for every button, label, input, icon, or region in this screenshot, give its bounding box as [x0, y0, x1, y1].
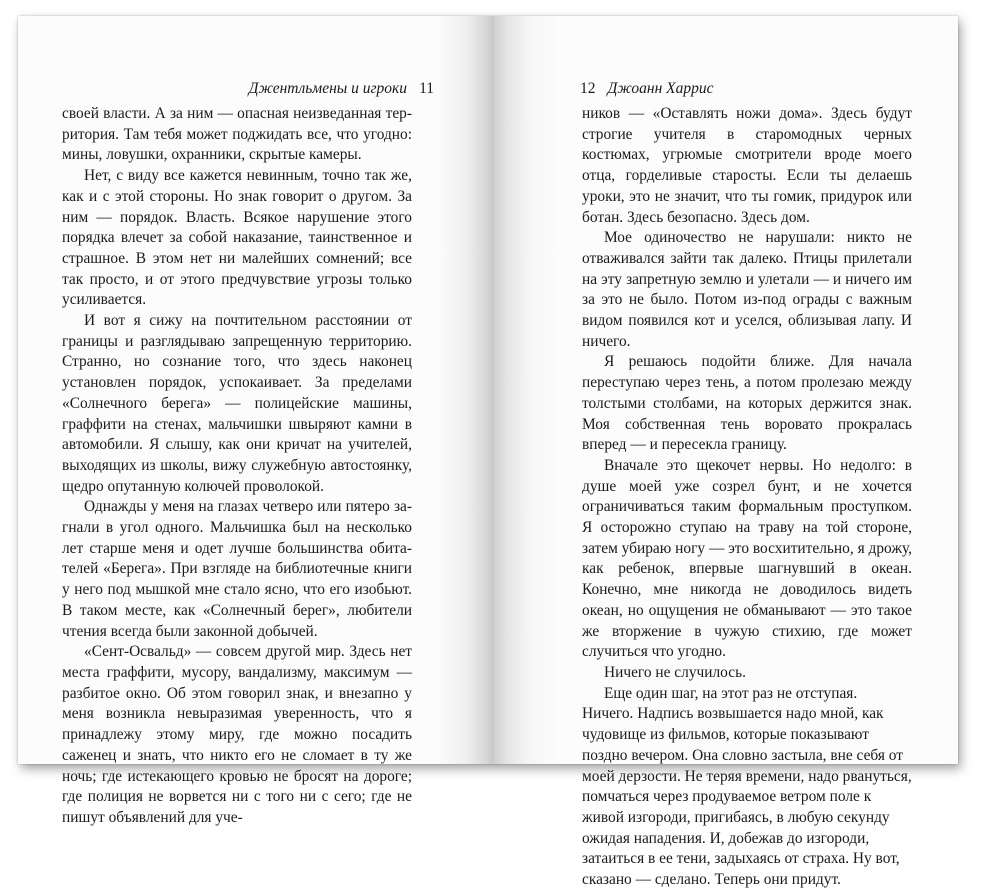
- paragraph: ников — «Оставлять ножи дома». Здесь будут строгие учителя в старомодных черных костюмах, угрюмые смотрители вроде моего отца, горделивые старосты. Если ты делаешь уроки, это не значит, что ты гомик, придурок или ботан. Здесь безопасно. Здесь дом.: [582, 105, 912, 226]
- left-page-number: 11: [419, 80, 434, 97]
- paragraph: И вот я сижу на почтительном расстоянии от границы и разглядываю запрещенную территорию. Странно, но сознание того, что здесь наконец установлен порядок, успокаивает. За пределами «Солнечного берега» — полицейские машины, граффити на стенах, мальчишки швыряют камни в автомобили. Я слышу, как они кричат на учителей, выходящих из школы, вижу служебную автостоянку, щедро опутанную колючей проволокой.: [62, 312, 412, 495]
- paragraph: Нет, с виду все кажется невинным, точно так же, как и с этой стороны. Но знак говорит о другом. За ним — порядок. Власть. Всякое нарушение этого порядка влечет за собой наказание, таинственное и страшное. В этом нет ни малейших сомнений; все так просто, и от этого предчувствие угрозы только усиливается.: [62, 167, 412, 309]
- paragraph: Еще один шаг, на этот раз не отступая. Ничего. Надпись возвышается надо мной, как чудовище из фильмов, которые показывают поздно вечером. Она словно застыла, вне себя от моей дерзости. Не теряя времени, надо рвануться, помчаться через продуваемое ветром поле к живой изгороди, пригибаясь, в любую секунду ожидая нападения. И, добежав до изгороди, затаиться в ее тени, задыхаясь от страха. Ну вот, сказано — сделано. Теперь они придут.: [582, 684, 912, 889]
- left-page-text: [62, 104, 412, 829]
- paragraph: «Сент-Освальд» — совсем другой мир. Здесь нет места граффити, мусору, вандализму, максимум — разбитое окно. Об этом говорил знак, и внезапно у меня возникла невыразимая уверенность, что я принадлежу этому миру, где можно посадить саженец и знать, что никто его не сломает в ту же ночь; где истекающего кровью не бросят на дороге; где полиция не ворвется ни с того ни с сего; где не пишут объявлений для уче-: [62, 643, 412, 826]
- paragraph: Ничего не случилось.: [604, 663, 746, 681]
- left-running-header: [249, 80, 434, 98]
- right-running-header: [580, 80, 714, 98]
- right-page: [494, 16, 958, 889]
- left-page: [18, 16, 494, 826]
- paragraph: Однажды у меня на глазах четверо или пятеро загнали в угол одного. Мальчишка был на несколько лет старше меня и одет лучше большинства обитателей «Берега». При взгляде на библиотечные книги у него под мышкой мне стало ясно, что его изобьют. В таком месте, как «Солнечный берег», любители чтения всегда были законной добычей.: [62, 498, 412, 640]
- paragraph: Мое одиночество не нарушали: никто не отваживался зайти так далеко. Птицы прилетали на эту запретную землю и улетали — и ничего им за это не было. Потом из-под ограды с важным видом появился кот и уселся, облизывая лапу. И ничего.: [582, 229, 912, 350]
- paragraph: своей власти. А за ним — опасная неизведанная территория. Там тебя может поджидать все, что угодно: мины, ловушки, охранники, скрытые камеры.: [62, 105, 412, 164]
- paragraph: Вначале это щекочет нервы. Но недолго: в душе моей уже созрел бунт, и не хочется ограничиваться таким формальным проступком. Я осторожно ступаю на траву на той стороне, затем убираю ногу — это восхитительно, я дрожу, как ребенок, впервые шагнувший в океан. Конечно, мне никогда не доводилось видеть океан, но ощущения не обманывают — это такое же вторжение в чужую стихию, где может случиться что угодно.: [582, 456, 912, 661]
- right-running-title: Джоанн Харрис: [607, 80, 714, 97]
- left-running-title: Джентльмены и игроки: [248, 80, 408, 97]
- paragraph: Я решаюсь подойти ближе. Для начала переступаю через тень, а потом пролезаю между толстыми столбами, на которых держится знак. Моя собственная тень воровато прокралась вперед — и пересекла границу.: [582, 353, 912, 454]
- right-page-number: 12: [580, 80, 596, 97]
- right-page-text: [582, 104, 912, 891]
- book-spread: [18, 16, 958, 889]
